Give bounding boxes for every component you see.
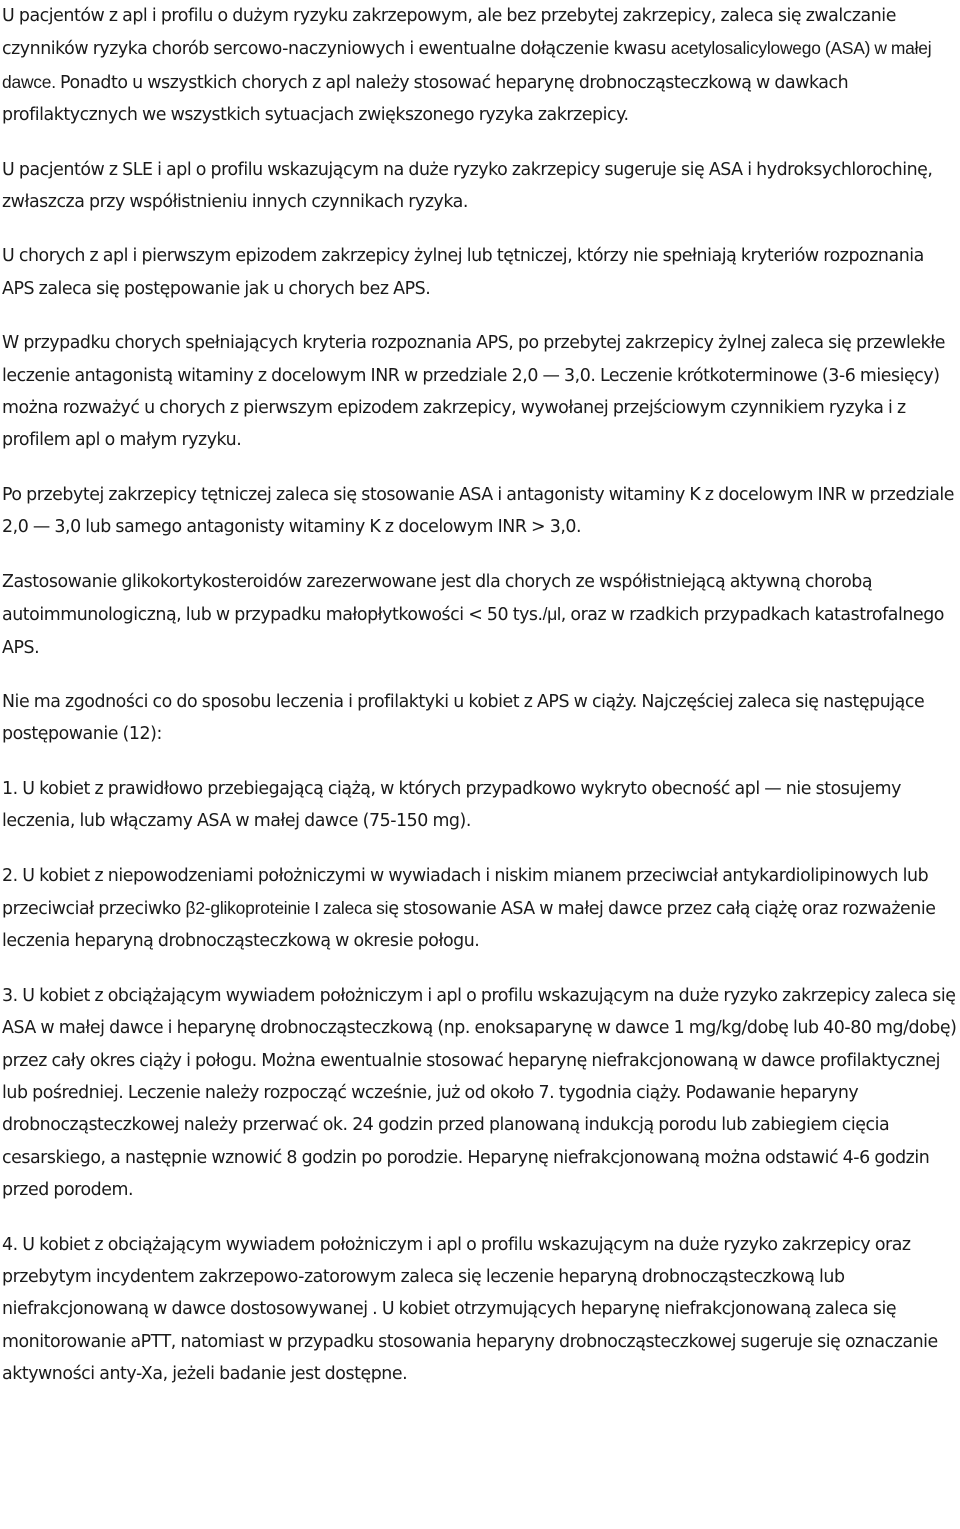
paragraph-text: 4. U kobiet z obciążającym wywiadem położniczym i apl o profilu wskazującym na duże ryzyko zakrzepicy oraz przebytym incydentem zakrzepowo-zatorowym zaleca się leczenie heparyną drobnocząsteczkową lub niefrakcjonowaną w dawce dostosowywanej . U kobiet otrzymujących heparynę niefrakcjonowaną zaleca się monitorowanie aPTT, natomiast w przypadku stosowania heparyny drobnocząsteczkowej sugeruje się oznaczanie aktywności anty-Xa, jeżeli badanie jest dostępne. [2,1234,938,1385]
paragraph-text: Po przebytej zakrzepicy tętniczej zaleca się stosowanie ASA i antagonisty witaminy K z docelowym INR w przedziale 2,0 — 3,0 lub samego antagonisty witaminy K z docelowym INR > 3,0. [2,484,955,538]
paragraph-text: acetylosalicylowego (ASA) w małej dawce. [2,38,932,92]
paragraph-text: 3. U kobiet z obciążającym wywiadem położniczym i apl o profilu wskazującym na duże ryzyko zakrzepicy zaleca się ASA w małej dawce i heparynę drobnocząsteczkową (np. enoksaparynę w dawce 1 mg/kg/dobę lub 40-80 mg/dobę) przez cały okres ciąży i połogu. Można ewentualnie stosować heparynę niefrakcjonowaną w dawce profilaktycznej lub pośredniej. Leczenie należy rozpocząć wcześnie, już od około 7. tygodnia ciąży. Podawanie heparyny drobnocząsteczkowej należy przerwać ok. 24 godzin przed planowaną indukcją porodu lub zabiegiem cięcia cesarskiego, a następnie wznowić 8 godzin po porodzie. Heparynę niefrakcjonowaną można odstawić 4-6 godzin przed porodem. [2,985,957,1201]
paragraph-text: β2-glikoproteinie I zaleca si [185,897,389,918]
paragraph-first-episode-no-aps [2,240,958,305]
paragraph-text: Ponadto u wszystkich chorych z apl należy stosować heparynę drobnocząsteczkową w dawkach profilaktycznych we wszystkich sytuacjach zwiększonego ryzyka zakrzepicy. [2,72,849,126]
paragraph-text: U pacjentów z SLE i apl o profilu wskazującym na duże ryzyko zakrzepicy sugeruje się ASA i hydroksychlorochinę, zwłaszcza przy współistnieniu innych czynnikach ryzyka. [2,159,933,213]
paragraph-text: Nie ma zgodności co do sposobu leczenia i profilaktyki u kobiet z APS w ciąży. Najczęściej zaleca się następujące postępowanie (12): [2,691,925,745]
paragraph-text: W przypadku chorych spełniających kryteria rozpoznania APS, po przebytej zakrzepicy żylnej zaleca się przewlekłe leczenie antagonistą witaminy z docelowym INR w przedziale 2,0 — 3,0. Leczenie krótkoterminowe (3-6 miesięcy) można rozważyć u chorych z pierwszym epizodem zakrzepicy, wywołanej przejściowym czynnikiem ryzyka i z profilem apl o małym ryzyku. [2,333,945,451]
list-item-4 [2,1229,958,1391]
list-item-1 [2,773,958,838]
list-item-3 [2,980,958,1207]
paragraph-sle-apl [2,154,958,219]
paragraph-text: U pacjentów z apl i profilu o dużym ryzyku zakrzepowym, ale bez przebytej zakrzepicy, zaleca się zwalczanie czynników ryzyka chorób sercowo-naczyniowych i ewentualne dołączenie kwasu [2,6,896,60]
paragraph-text: ę stosowanie ASA w małej dawce przez całą ciążę oraz rozważenie leczenia heparyną drobnocząsteczkową w okresie połogu. [2,898,936,952]
paragraph-arterial-thrombosis [2,479,958,544]
paragraph-text: U chorych z apl i pierwszym epizodem zakrzepicy żylnej lub tętniczej, którzy nie spełniają kryteriów rozpoznania APS zaleca się postępowanie jak u chorych bez APS. [2,246,924,299]
paragraph-aps-venous-thrombosis [2,327,958,457]
paragraph-glucocorticoids [2,566,958,664]
paragraph-text: Zastosowanie glikokortykosteroidów zarezerwowane jest dla chorych ze współistniejącą aktywną chorobą autoimmunologiczną, lub w przypadku małopłytkowości < 50 tys. [2,571,873,626]
paragraph-text: /μl [542,604,561,625]
paragraph-pregnancy-intro [2,686,958,751]
paragraph-text: 2. U kobiet z niepowodzeniami położniczymi w wywiadach i niskim mianem przeciwciał antykardiolipinowych lub przeciwciał przeciwko [2,865,929,919]
paragraph-apl-high-risk-no-thrombosis [2,0,958,132]
paragraph-text: 1. U kobiet z prawidłowo przebiegającą ciążą, w których przypadkowo wykryto obecność apl — nie stosujemy leczenia, lub włączamy ASA w małej dawce (75-150 mg). [2,778,901,832]
paragraph-text: , oraz w rzadkich przypadkach katastrofalnego APS. [2,605,944,658]
list-item-2 [2,860,958,958]
